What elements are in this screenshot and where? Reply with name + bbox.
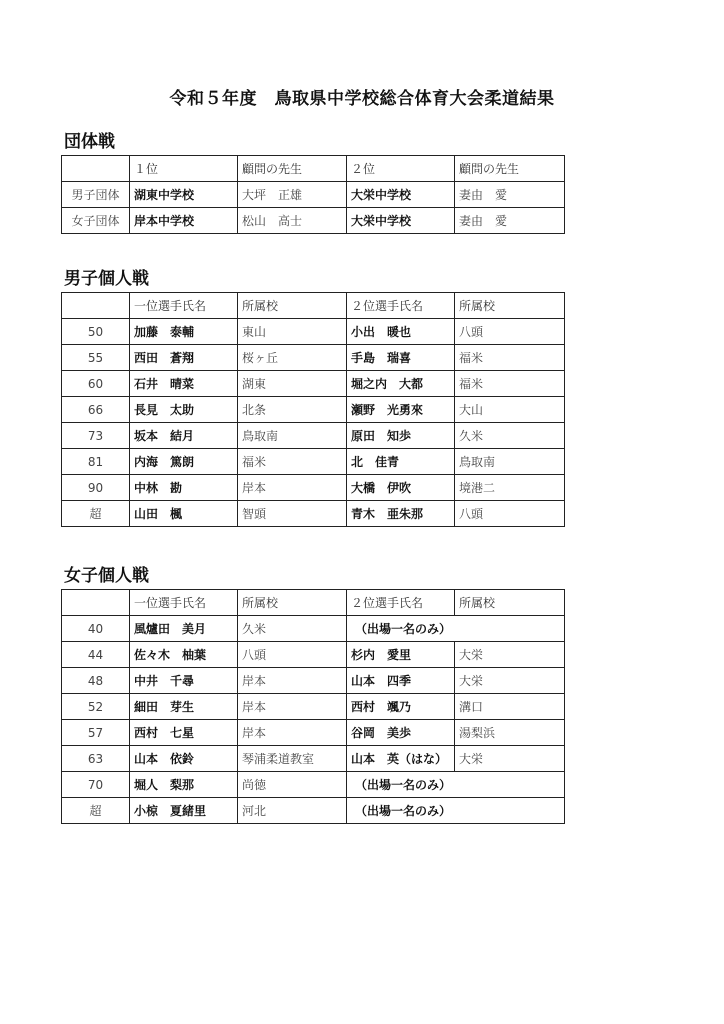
table-header-row (62, 156, 565, 182)
table-row (62, 668, 565, 694)
first-place-cell: 細田 芽生 (130, 694, 238, 720)
weight-class-cell: 50 (62, 319, 130, 345)
school-cell: 湯梨浜 (455, 720, 565, 746)
school-cell: 福米 (455, 371, 565, 397)
weight-class-cell: 40 (62, 616, 130, 642)
school-cell: 尚徳 (238, 772, 347, 798)
weight-class-cell: 73 (62, 423, 130, 449)
table-header-row (62, 590, 565, 616)
second-place-cell: 手島 瑞喜 (347, 345, 455, 371)
first-place-cell: 小椋 夏緒里 (130, 798, 238, 824)
header-cell (62, 156, 130, 182)
header-cell: 所属校 (238, 293, 347, 319)
girls-results-table (61, 589, 565, 824)
category-cell: 女子団体 (62, 208, 130, 234)
second-place-cell: 西村 颯乃 (347, 694, 455, 720)
table-row (62, 616, 565, 642)
table-row (62, 694, 565, 720)
page-title: 令和５年度 鳥取県中学校総合体育大会柔道結果 (169, 89, 555, 109)
weight-class-cell: 60 (62, 371, 130, 397)
school-cell: 岸本 (238, 720, 347, 746)
table-row (62, 720, 565, 746)
table-row (62, 746, 565, 772)
header-cell: ２位選手氏名 (347, 293, 455, 319)
first-place-cell: 湖東中学校 (130, 182, 238, 208)
header-cell: ２位 (347, 156, 455, 182)
header-cell: 一位選手氏名 (130, 293, 238, 319)
weight-class-cell: 57 (62, 720, 130, 746)
table-row (62, 501, 565, 527)
second-place-cell: 北 佳青 (347, 449, 455, 475)
school-cell: 八頭 (455, 501, 565, 527)
table-row (62, 397, 565, 423)
school-cell: 岸本 (238, 475, 347, 501)
school-cell: 八頭 (238, 642, 347, 668)
school-cell: 福米 (455, 345, 565, 371)
weight-class-cell: 63 (62, 746, 130, 772)
weight-class-cell: 超 (62, 501, 130, 527)
category-cell: 男子団体 (62, 182, 130, 208)
table-row (62, 319, 565, 345)
first-place-cell: 山田 楓 (130, 501, 238, 527)
header-cell: 所属校 (455, 293, 565, 319)
second-place-cell: 杉内 愛里 (347, 642, 455, 668)
table-row (62, 798, 565, 824)
weight-class-cell: 70 (62, 772, 130, 798)
school-cell: 溝口 (455, 694, 565, 720)
school-cell: 鳥取南 (238, 423, 347, 449)
coach-cell: 大坪 正雄 (238, 182, 347, 208)
team-results-table (61, 155, 565, 234)
first-place-cell: 西田 蒼翔 (130, 345, 238, 371)
table-row (62, 642, 565, 668)
first-place-cell: 長見 太助 (130, 397, 238, 423)
weight-class-cell: 超 (62, 798, 130, 824)
header-cell: 所属校 (238, 590, 347, 616)
first-place-cell: 中井 千尋 (130, 668, 238, 694)
first-place-cell: 中林 勘 (130, 475, 238, 501)
table-row (62, 772, 565, 798)
first-place-cell: 岸本中学校 (130, 208, 238, 234)
school-cell: 鳥取南 (455, 449, 565, 475)
table-row (62, 449, 565, 475)
weight-class-cell: 81 (62, 449, 130, 475)
table-row (62, 208, 565, 234)
single-entrant-note: （出場一名のみ） (347, 798, 565, 824)
header-cell (62, 293, 130, 319)
second-place-cell: 原田 知歩 (347, 423, 455, 449)
second-place-cell: 堀之内 大都 (347, 371, 455, 397)
header-cell (62, 590, 130, 616)
single-entrant-note: （出場一名のみ） (347, 772, 565, 798)
second-place-cell: 瀬野 光勇來 (347, 397, 455, 423)
weight-class-cell: 66 (62, 397, 130, 423)
header-cell: 所属校 (455, 590, 565, 616)
first-place-cell: 佐々木 柚葉 (130, 642, 238, 668)
header-cell: ２位選手氏名 (347, 590, 455, 616)
header-cell: 顧問の先生 (455, 156, 565, 182)
second-place-cell: 大橋 伊吹 (347, 475, 455, 501)
second-place-cell: 小出 暖也 (347, 319, 455, 345)
school-cell: 桜ヶ丘 (238, 345, 347, 371)
second-place-cell: 大栄中学校 (347, 208, 455, 234)
school-cell: 八頭 (455, 319, 565, 345)
second-place-cell: 谷岡 美歩 (347, 720, 455, 746)
school-cell: 福米 (238, 449, 347, 475)
school-cell: 河北 (238, 798, 347, 824)
boys-heading: 男子個人戦 (64, 269, 149, 289)
school-cell: 大山 (455, 397, 565, 423)
boys-results-table (61, 292, 565, 527)
second-place-cell: 大栄中学校 (347, 182, 455, 208)
first-place-cell: 加藤 泰輔 (130, 319, 238, 345)
table-row (62, 182, 565, 208)
girls-heading: 女子個人戦 (64, 566, 149, 586)
school-cell: 琴浦柔道教室 (238, 746, 347, 772)
table-row (62, 423, 565, 449)
weight-class-cell: 52 (62, 694, 130, 720)
coach-cell: 妻由 愛 (455, 182, 565, 208)
first-place-cell: 西村 七星 (130, 720, 238, 746)
school-cell: 久米 (455, 423, 565, 449)
team-heading: 団体戦 (64, 132, 115, 152)
weight-class-cell: 44 (62, 642, 130, 668)
weight-class-cell: 48 (62, 668, 130, 694)
school-cell: 東山 (238, 319, 347, 345)
first-place-cell: 坂本 結月 (130, 423, 238, 449)
header-cell: １位 (130, 156, 238, 182)
school-cell: 大栄 (455, 642, 565, 668)
first-place-cell: 堀人 梨那 (130, 772, 238, 798)
table-row (62, 345, 565, 371)
school-cell: 境港二 (455, 475, 565, 501)
table-row (62, 371, 565, 397)
second-place-cell: 山本 英（はな） (347, 746, 455, 772)
coach-cell: 松山 高士 (238, 208, 347, 234)
table-header-row (62, 293, 565, 319)
first-place-cell: 風爐田 美月 (130, 616, 238, 642)
school-cell: 湖東 (238, 371, 347, 397)
weight-class-cell: 90 (62, 475, 130, 501)
header-cell: 一位選手氏名 (130, 590, 238, 616)
school-cell: 岸本 (238, 668, 347, 694)
school-cell: 智頭 (238, 501, 347, 527)
second-place-cell: 山本 四季 (347, 668, 455, 694)
school-cell: 久米 (238, 616, 347, 642)
weight-class-cell: 55 (62, 345, 130, 371)
school-cell: 大栄 (455, 746, 565, 772)
school-cell: 大栄 (455, 668, 565, 694)
single-entrant-note: （出場一名のみ） (347, 616, 565, 642)
coach-cell: 妻由 愛 (455, 208, 565, 234)
table-row (62, 475, 565, 501)
first-place-cell: 山本 依鈴 (130, 746, 238, 772)
header-cell: 顧問の先生 (238, 156, 347, 182)
second-place-cell: 青木 亜朱那 (347, 501, 455, 527)
first-place-cell: 内海 篤朗 (130, 449, 238, 475)
school-cell: 岸本 (238, 694, 347, 720)
school-cell: 北条 (238, 397, 347, 423)
first-place-cell: 石井 晴菜 (130, 371, 238, 397)
